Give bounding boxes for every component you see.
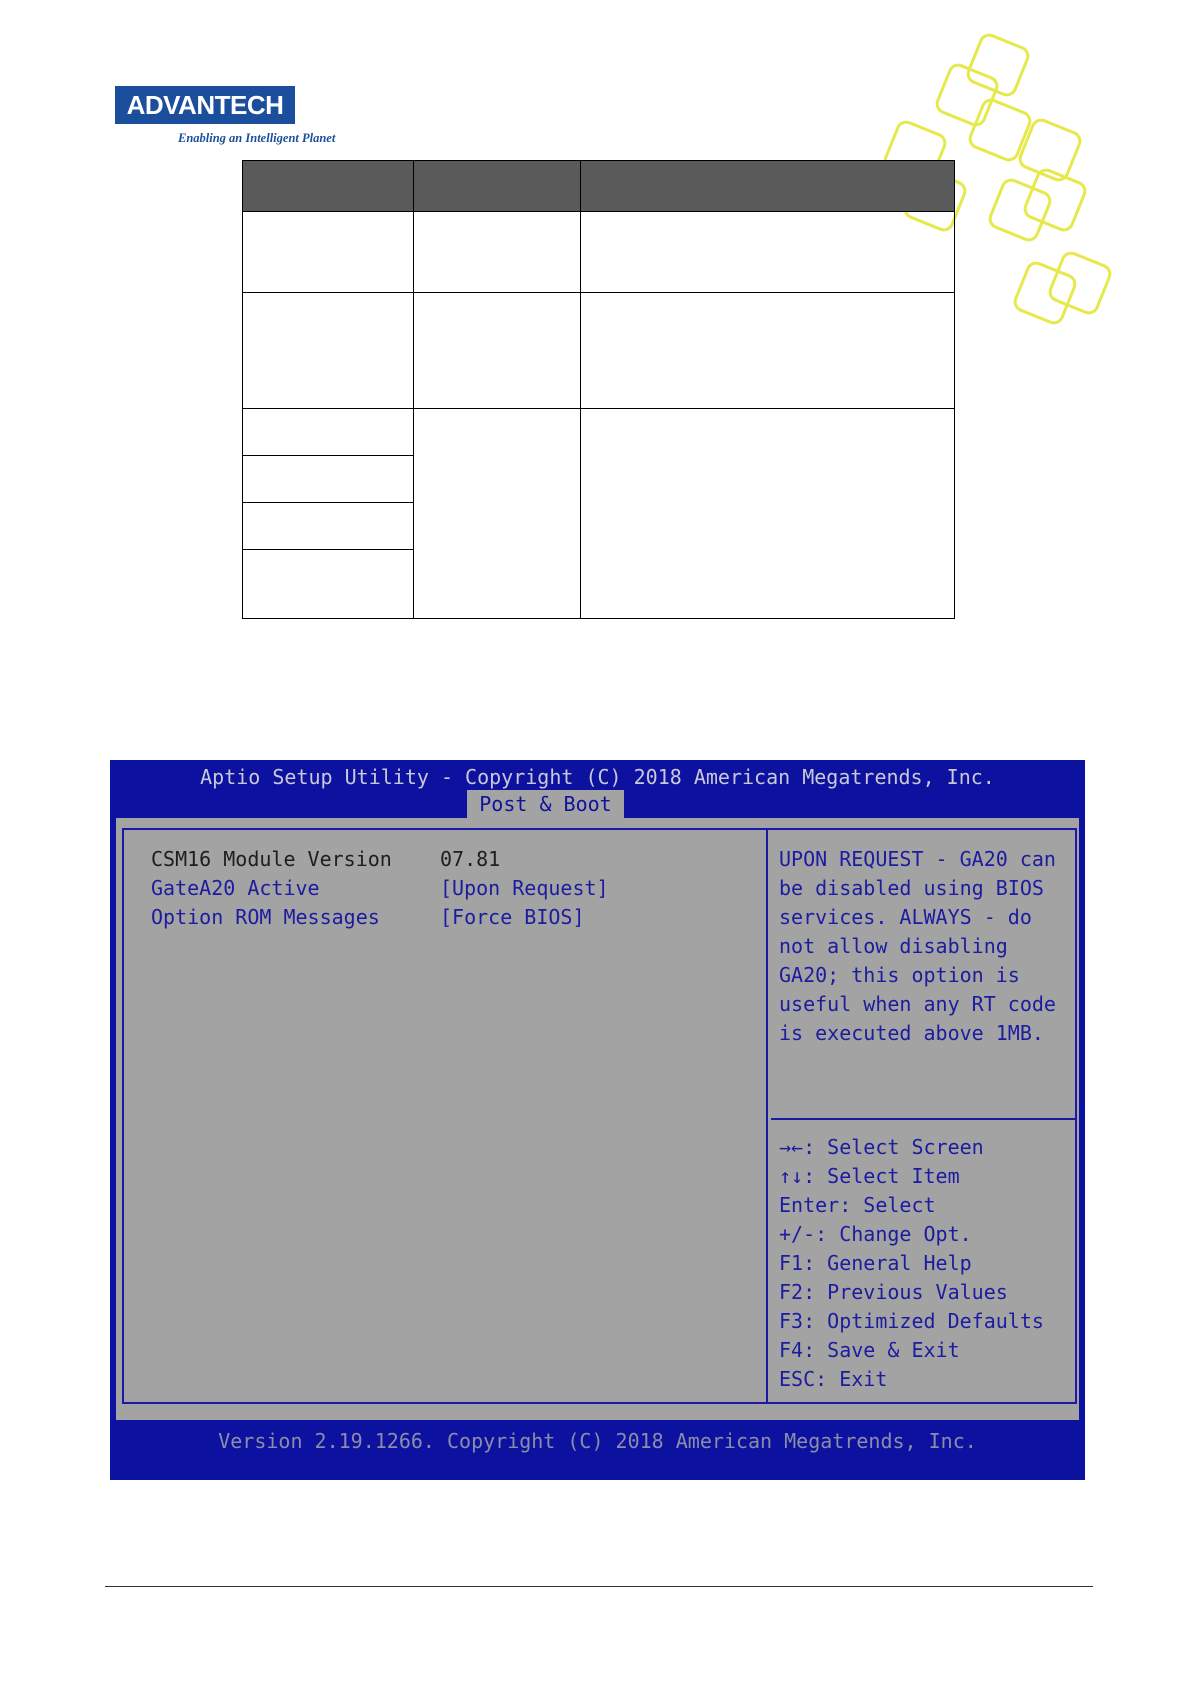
table-cell bbox=[242, 502, 414, 550]
setting-value-gatea20[interactable]: [Upon Request] bbox=[440, 876, 609, 900]
key-hint-f4: F4: Save & Exit bbox=[779, 1338, 960, 1362]
tab-post-boot[interactable]: Post & Boot bbox=[467, 790, 624, 818]
settings-table bbox=[242, 160, 955, 619]
key-hint-f1: F1: General Help bbox=[779, 1251, 972, 1275]
table-header-cell bbox=[242, 160, 414, 212]
table-cell bbox=[242, 549, 414, 619]
help-text-line: services. ALWAYS - do bbox=[779, 905, 1032, 929]
help-text-line: useful when any RT code bbox=[779, 992, 1056, 1016]
help-text-line: GA20; this option is bbox=[779, 963, 1020, 987]
setting-value-option-rom[interactable]: [Force BIOS] bbox=[440, 905, 585, 929]
key-hint-select-screen: →←: Select Screen bbox=[779, 1135, 984, 1159]
table-cell bbox=[580, 292, 955, 409]
key-hint-select-item: ↑↓: Select Item bbox=[779, 1164, 960, 1188]
bios-help-divider bbox=[771, 1118, 1075, 1120]
setting-label-option-rom[interactable]: Option ROM Messages bbox=[151, 905, 380, 929]
table-cell bbox=[413, 211, 581, 293]
help-text-line: not allow disabling bbox=[779, 934, 1008, 958]
bios-footer bbox=[110, 1420, 1085, 1480]
help-text-line: UPON REQUEST - GA20 can bbox=[779, 847, 1056, 871]
setting-label-gatea20[interactable]: GateA20 Active bbox=[151, 876, 320, 900]
bios-setup-screen bbox=[110, 760, 1085, 1480]
table-cell bbox=[580, 408, 955, 619]
bios-main-panel bbox=[116, 818, 1079, 1420]
key-hint-esc: ESC: Exit bbox=[779, 1367, 888, 1391]
bios-column-divider bbox=[766, 828, 768, 1404]
setting-value-csm16: 07.81 bbox=[440, 847, 501, 871]
table-header-cell bbox=[413, 160, 581, 212]
table-cell bbox=[242, 211, 414, 293]
page-footer-rule bbox=[105, 1586, 1093, 1587]
table-cell bbox=[580, 211, 955, 293]
key-hint-f2: F2: Previous Values bbox=[779, 1280, 1008, 1304]
table-cell bbox=[413, 292, 581, 409]
table-cell bbox=[242, 455, 414, 503]
key-hint-enter: Enter: Select bbox=[779, 1193, 936, 1217]
setting-label-csm16: CSM16 Module Version bbox=[151, 847, 392, 871]
key-hint-f3: F3: Optimized Defaults bbox=[779, 1309, 1044, 1333]
key-hint-change-opt: +/-: Change Opt. bbox=[779, 1222, 972, 1246]
bios-version-text: Version 2.19.1266. Copyright (C) 2018 American Megatrends, Inc. bbox=[218, 1429, 977, 1453]
bios-title: Aptio Setup Utility - Copyright (C) 2018 American Megatrends, Inc. bbox=[200, 765, 995, 789]
table-header-cell bbox=[580, 160, 955, 212]
table-cell bbox=[242, 408, 414, 456]
logo-tagline: Enabling an Intelligent Planet bbox=[178, 131, 336, 145]
table-cell bbox=[242, 292, 414, 409]
table-cell bbox=[413, 408, 581, 619]
help-text-line: be disabled using BIOS bbox=[779, 876, 1044, 900]
help-text-line: is executed above 1MB. bbox=[779, 1021, 1044, 1045]
company-logo: ADVANTECH bbox=[115, 86, 295, 124]
